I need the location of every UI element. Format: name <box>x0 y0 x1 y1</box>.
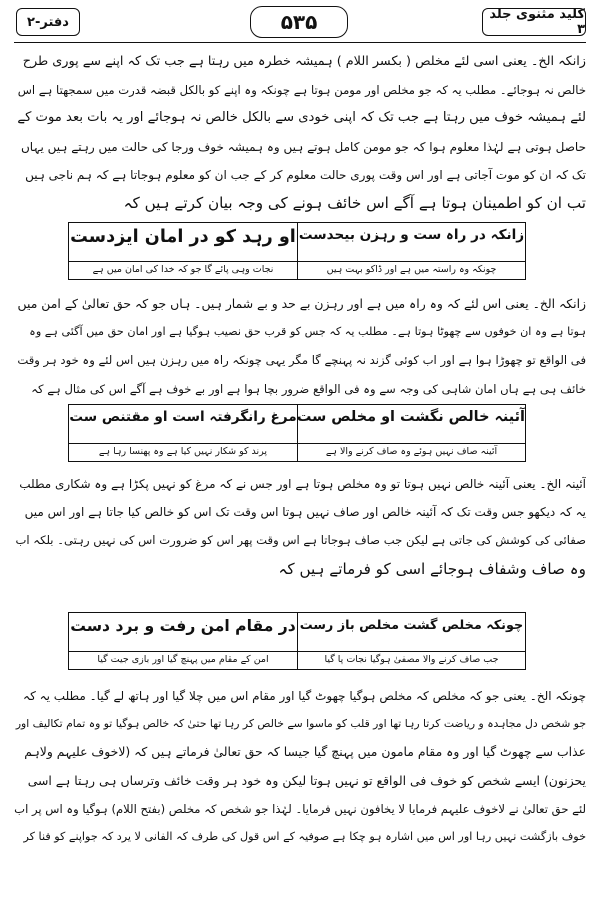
header-rule <box>14 42 586 43</box>
urdu-translation: امن کے مقام میں پہنچ گیا اور بازی جیت گیا <box>97 654 269 665</box>
text-line: ہوتا ہے وہ ان خوفوں سے چھوٹا ہوتا ہے۔ مطلب یہ کہ جس کو قرب حق نصیب ہوگیا ہے اور امان حق میں آگئی ہے وہ <box>29 325 586 339</box>
urdu-translation: جب صاف کرنے والا مصفیٰ ہوگیا نجات پا گیا <box>324 654 499 665</box>
text-line: جو شخص دل مجاہدہ و ریاضت کرتا رہا تھا اور قلب کو ماسوا سے خالص کر رہا تھا حتیٰ کہ خالص ہوگیا تو وہ تمام تکالیف اور <box>15 717 586 731</box>
text-line: فی الواقع تو چھوڑا ہوا ہے اور اب کوئی گزند نہ پہنچے گا مگر یہی چونکہ راہ میں رہزن ہیں اس لئے وہ خود ہر وقت <box>17 353 586 368</box>
book-title: کلید مثنوی جلد ۳ <box>482 8 586 36</box>
verse-divider <box>69 651 297 652</box>
persian-verse: زانکہ در راہ ست و رہزن بیحدست <box>298 227 525 243</box>
verse-left-cell <box>69 223 297 279</box>
verse-left-cell <box>69 405 297 461</box>
text-line: آئینہ الخ۔ یعنی آئینہ خالص نہیں ہوتا تو وہ مخلص ہوتا ہے اور جس نے کہ مرغ کو نہیں پکڑا ہے وہ شکاری مطلب <box>19 477 586 491</box>
paragraph <box>14 470 586 583</box>
page-number: ۵۳۵ <box>250 6 348 38</box>
urdu-translation: پرند کو شکار نہیں کیا ہے وہ پھنسا رہا ہے <box>98 446 268 457</box>
verse-divider <box>298 261 525 262</box>
verse-right-cell <box>297 223 525 279</box>
paragraph <box>14 682 586 851</box>
text-line: خوف بازگشت نہیں رہا اور اس میں اشارہ ہو چکا ہے صوفیہ کے اس قول کی طرف کہ الفانی لا یرد کہ جواپنے کو فنا کر <box>23 830 586 844</box>
text-line: لئے ہمیشہ خوف میں رہتا ہے جب تک کہ اپنی خودی سے بالکل خالص نہ ہوجائے اور یہ بات بعد موت کے <box>17 110 586 126</box>
text-line: چونکہ الخ۔ یعنی جو کہ مخلص کہ مخلص ہوگیا چھوٹ گیا اور مقام اس میں چلا گیا اور ہاتھ لے گیا۔ مطلب یہ کہ <box>23 689 586 703</box>
verse-right-cell <box>297 613 525 669</box>
urdu-translation: نجات وہی پائے گا جو کہ خدا کی امان میں ہے <box>92 264 274 275</box>
text-line: یہ کہ دیکھو جس وقت تک کہ آئینہ خالص اور صاف نہیں ہوتا اس وقت تک اس کو خالص کیا جاتا ہے اور اس میں <box>24 505 586 520</box>
volume-label: دفتر-۲ <box>16 8 80 36</box>
verse-table <box>68 222 526 280</box>
paragraph <box>14 48 586 217</box>
persian-verse: او رہد کو در امان ایزدست <box>70 227 296 247</box>
verse-right-cell <box>297 405 525 461</box>
page-header <box>14 6 586 40</box>
persian-verse: مرغ رانگرفتہ است او مقتنص ست <box>69 409 297 425</box>
verse-divider <box>298 651 525 652</box>
text-line: وہ صاف وشفاف ہوجائے اسی کو فرماتے ہیں کہ <box>278 559 586 578</box>
verse-table <box>68 404 526 462</box>
persian-verse: آئینہ خالص نگشت او مخلص ست <box>296 409 525 425</box>
urdu-translation: آئینہ صاف نہیں ہوئے وہ صاف کرنے والا ہے <box>325 446 498 457</box>
text-line: لئے حق تعالیٰ نے لاخوف علیہم فرمایا لا یخافون نہیں فرمایا۔ لہٰذا جو شخص کہ مخلص (بفتح اللام) ہوگیا وہ اس پر اب <box>14 801 586 816</box>
text-line: تک کہ ان کو موت آجاتی ہے اور اس وقت پوری حالت معلوم کر کے جب ان کو معلوم ہوجاتا ہے کہ ہم ناجی ہیں <box>25 167 586 182</box>
text-line: زانکہ الخ۔ یعنی اس لئے کہ وہ راہ میں ہے اور رہزن بے حد و بے شمار ہیں۔ ہاں جو کہ حق تعالیٰ کے امن میں <box>17 296 586 311</box>
verse-divider <box>298 443 525 444</box>
verse-divider <box>69 261 297 262</box>
persian-verse: در مقام امن رفت و برد دست <box>70 617 296 635</box>
verse-left-cell <box>69 613 297 669</box>
text-line: خائف ہی ہے ہاں امان شاہی کی وجہ سے وہ فی الواقع ضرور بچا ہوا ہے اور بے خوف ہے آگے اس کی مثال ہے کہ <box>31 381 586 396</box>
text-line: خالص نہ ہوجائے۔ مطلب یہ کہ جو مخلص اور مومن ہوتا ہے چونکہ وہ اپنے کو بالکل قبضہ قدرت میں سمجھتا ہے اس <box>17 83 586 98</box>
text-line: یحزنون) ایسے شخص کو خوف فی الواقع تو نہیں ہوتا لیکن وہ خود ہر وقت خائف وترساں ہی رہتا ہے اسی <box>27 772 586 788</box>
paragraph <box>14 290 586 403</box>
verse-table <box>68 612 526 670</box>
text-line: صفائی کی کوشش کی جاتی ہے لیکن جب صاف ہوجاتا ہے اس وقت پھر اس کو ضرورت اس کی نہیں رہتی۔ بلکہ اب <box>15 533 586 548</box>
text-line: حاصل ہوتی ہے لہٰذا معلوم ہوا کہ جو مومن کامل ہوتے ہیں وہ ہمیشہ خوف ورجا کی حالت میں رہتے ہیں یہاں <box>20 139 586 154</box>
verse-divider <box>69 443 297 444</box>
text-line: عذاب سے چھوٹ گیا اور وہ مقام مامون میں پہنچ گیا جیسا کہ حق تعالیٰ فرماتے ہیں کہ (لاخوف علیہم ولاہم <box>24 744 586 760</box>
text-line: زانکہ الخ۔ یعنی اسی لئے مخلص ( بکسر اللام ) ہمیشہ خطرہ میں رہتا ہے جب تک کہ اپنے سے پوری طرح <box>22 54 586 69</box>
text-line: تب ان کو اطمینان ہوتا ہے آگے اس خائف ہونے کی وجہ بیان کرتے ہیں کہ <box>123 194 586 213</box>
urdu-translation: چونکہ وہ راستہ میں ہے اور ڈاکو بہت ہیں <box>326 264 497 275</box>
persian-verse: چونکہ مخلص گشت مخلص باز رست <box>299 618 524 633</box>
